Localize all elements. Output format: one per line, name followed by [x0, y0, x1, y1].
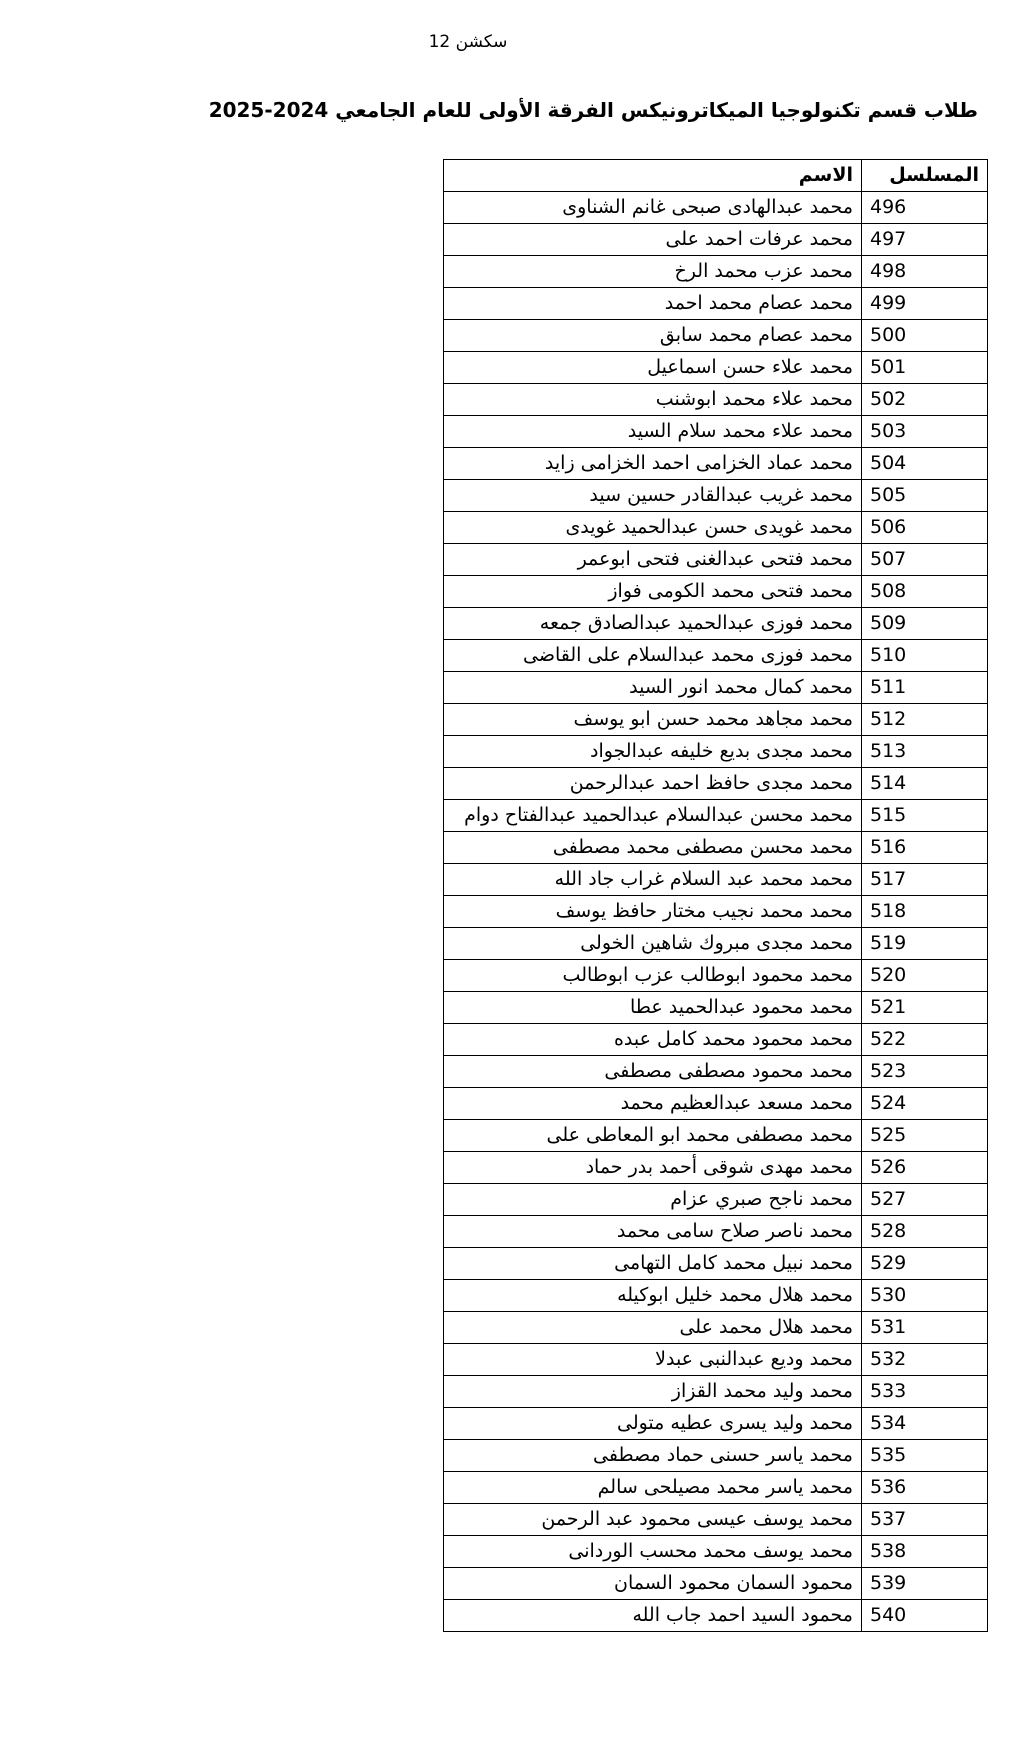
row-serial: 537 [862, 1504, 988, 1536]
table-row [444, 352, 988, 384]
table-row [444, 896, 988, 928]
row-name: محمد محمود ابوطالب عزب ابوطالب [444, 960, 862, 992]
table-row [444, 1408, 988, 1440]
row-name: محمد محمود عبدالحميد عطا [444, 992, 862, 1024]
table-row [444, 320, 988, 352]
table-row [444, 1216, 988, 1248]
table-row [444, 832, 988, 864]
row-name: محمد ياسر محمد مصيلحى سالم [444, 1472, 862, 1504]
page-title: طلاب قسم تكنولوجيا الميكاترونيكس الفرقة الأولى للعام الجامعي 2024-2025 [208, 98, 978, 122]
table-row [444, 1504, 988, 1536]
row-serial: 524 [862, 1088, 988, 1120]
table-row [444, 512, 988, 544]
table-row [444, 1120, 988, 1152]
table-row [444, 384, 988, 416]
row-name: محمد عصام محمد احمد [444, 288, 862, 320]
row-name: محمد عبدالهادى صبحى غانم الشناوى [444, 192, 862, 224]
row-name: محمد عماد الخزامى احمد الخزامى زايد [444, 448, 862, 480]
row-name: محمد مجدى حافظ احمد عبدالرحمن [444, 768, 862, 800]
row-name: محمد هلال محمد على [444, 1312, 862, 1344]
row-name: محمود السمان محمود السمان [444, 1568, 862, 1600]
row-serial: 517 [862, 864, 988, 896]
table-row [444, 480, 988, 512]
row-serial: 497 [862, 224, 988, 256]
row-serial: 509 [862, 608, 988, 640]
table-row [444, 1568, 988, 1600]
row-serial: 500 [862, 320, 988, 352]
row-serial: 528 [862, 1216, 988, 1248]
table-row [444, 192, 988, 224]
row-name: محمد فتحى عبدالغنى فتحى ابوعمر [444, 544, 862, 576]
row-serial: 532 [862, 1344, 988, 1376]
table-row [444, 928, 988, 960]
row-name: محمد علاء محمد سلام السيد [444, 416, 862, 448]
row-serial: 516 [862, 832, 988, 864]
table-row [444, 1344, 988, 1376]
table-row [444, 1152, 988, 1184]
table-row [444, 256, 988, 288]
row-name: محمد مجدى بديع خليفه عبدالجواد [444, 736, 862, 768]
row-name: محمد غريب عبدالقادر حسين سيد [444, 480, 862, 512]
table-row [444, 1248, 988, 1280]
table-row [444, 1056, 988, 1088]
table-row [444, 704, 988, 736]
row-serial: 505 [862, 480, 988, 512]
table-row [444, 736, 988, 768]
table-row [444, 1440, 988, 1472]
table-row [444, 1536, 988, 1568]
row-name: محمد هلال محمد خليل ابوكيله [444, 1280, 862, 1312]
row-name: محمد نبيل محمد كامل التهامى [444, 1248, 862, 1280]
row-serial: 502 [862, 384, 988, 416]
table-row [444, 416, 988, 448]
table-row [444, 1184, 988, 1216]
row-name: محمد مجدى مبروك شاهين الخولى [444, 928, 862, 960]
table-row [444, 800, 988, 832]
row-name: محمد علاء محمد ابوشنب [444, 384, 862, 416]
table-row [444, 960, 988, 992]
row-name: محمد فتحى محمد الكومى فواز [444, 576, 862, 608]
row-name: محمد وليد يسرى عطيه متولى [444, 1408, 862, 1440]
row-name: محمد وليد محمد القزاز [444, 1376, 862, 1408]
table-row [444, 768, 988, 800]
row-serial: 507 [862, 544, 988, 576]
row-name: محمد محسن مصطفى محمد مصطفى [444, 832, 862, 864]
row-name: محمود السيد احمد جاب الله [444, 1600, 862, 1632]
table-row [444, 1312, 988, 1344]
table-row [444, 1600, 988, 1632]
row-serial: 519 [862, 928, 988, 960]
row-name: محمد محمد نجيب مختار حافظ يوسف [444, 896, 862, 928]
row-name: محمد مجاهد محمد حسن ابو يوسف [444, 704, 862, 736]
row-name: محمد ياسر حسنى حماد مصطفى [444, 1440, 862, 1472]
row-serial: 504 [862, 448, 988, 480]
row-serial: 526 [862, 1152, 988, 1184]
row-serial: 512 [862, 704, 988, 736]
row-serial: 501 [862, 352, 988, 384]
row-name: محمد عرفات احمد على [444, 224, 862, 256]
row-name: محمد ناجح صبري عزام [444, 1184, 862, 1216]
row-serial: 527 [862, 1184, 988, 1216]
row-name: محمد وديع عبدالنبى عبدلا [444, 1344, 862, 1376]
row-serial: 529 [862, 1248, 988, 1280]
table-body [444, 192, 988, 1632]
table-row [444, 224, 988, 256]
row-name: محمد مسعد عبدالعظيم محمد [444, 1088, 862, 1120]
table-row [444, 992, 988, 1024]
row-serial: 540 [862, 1600, 988, 1632]
row-name: محمد يوسف عيسى محمود عبد الرحمن [444, 1504, 862, 1536]
row-name: محمد محسن عبدالسلام عبدالحميد عبدالفتاح دوام [444, 800, 862, 832]
row-name: محمد علاء حسن اسماعيل [444, 352, 862, 384]
table-row [444, 576, 988, 608]
row-serial: 506 [862, 512, 988, 544]
row-serial: 513 [862, 736, 988, 768]
row-serial: 539 [862, 1568, 988, 1600]
header-serial: المسلسل [862, 160, 988, 192]
row-name: محمد محمود مصطفى مصطفى [444, 1056, 862, 1088]
row-name: محمد عزب محمد الرخ [444, 256, 862, 288]
row-name: محمد مهدى شوقى أحمد بدر حماد [444, 1152, 862, 1184]
row-serial: 499 [862, 288, 988, 320]
table-row [444, 1472, 988, 1504]
row-name: محمد كمال محمد انور السيد [444, 672, 862, 704]
row-serial: 496 [862, 192, 988, 224]
table-row [444, 640, 988, 672]
row-serial: 510 [862, 640, 988, 672]
row-name: محمد مصطفى محمد ابو المعاطى على [444, 1120, 862, 1152]
row-serial: 523 [862, 1056, 988, 1088]
section-label: سكشن 12 [428, 32, 508, 52]
row-serial: 511 [862, 672, 988, 704]
table-row [444, 1280, 988, 1312]
row-serial: 522 [862, 1024, 988, 1056]
row-name: محمد محمد عبد السلام غراب جاد الله [444, 864, 862, 896]
table-row [444, 448, 988, 480]
row-name: محمد عصام محمد سابق [444, 320, 862, 352]
row-name: محمد يوسف محمد محسب الوردانى [444, 1536, 862, 1568]
row-serial: 536 [862, 1472, 988, 1504]
table-row [444, 544, 988, 576]
row-serial: 498 [862, 256, 988, 288]
row-serial: 503 [862, 416, 988, 448]
table-row [444, 1376, 988, 1408]
table-row [444, 288, 988, 320]
table-row [444, 672, 988, 704]
row-serial: 521 [862, 992, 988, 1024]
table-row [444, 1088, 988, 1120]
row-serial: 508 [862, 576, 988, 608]
table-header-row [444, 160, 988, 192]
row-serial: 515 [862, 800, 988, 832]
row-serial: 520 [862, 960, 988, 992]
row-serial: 525 [862, 1120, 988, 1152]
row-serial: 518 [862, 896, 988, 928]
row-serial: 538 [862, 1536, 988, 1568]
students-table [443, 159, 988, 1632]
row-serial: 514 [862, 768, 988, 800]
table-row [444, 1024, 988, 1056]
row-serial: 530 [862, 1280, 988, 1312]
row-name: محمد فوزى محمد عبدالسلام على القاضى [444, 640, 862, 672]
row-serial: 535 [862, 1440, 988, 1472]
row-name: محمد فوزى عبدالحميد عبدالصادق جمعه [444, 608, 862, 640]
table-row [444, 864, 988, 896]
row-name: محمد ناصر صلاح سامى محمد [444, 1216, 862, 1248]
row-serial: 531 [862, 1312, 988, 1344]
row-serial: 534 [862, 1408, 988, 1440]
row-name: محمد محمود محمد كامل عبده [444, 1024, 862, 1056]
header-name: الاسم [444, 160, 862, 192]
row-name: محمد غويدى حسن عبدالحميد غويدى [444, 512, 862, 544]
table-row [444, 608, 988, 640]
row-serial: 533 [862, 1376, 988, 1408]
